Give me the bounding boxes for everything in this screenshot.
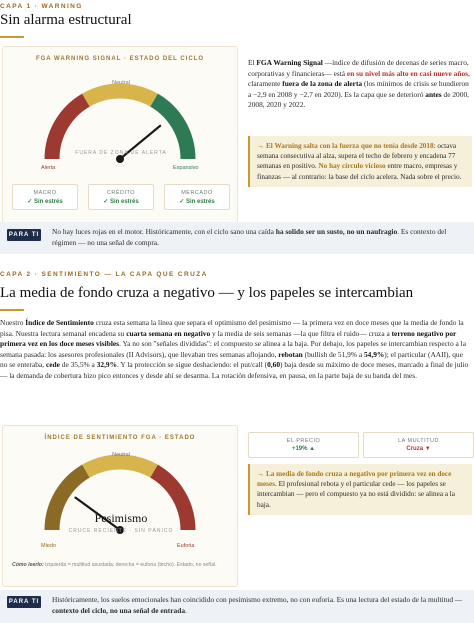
note-bar-1 (0, 222, 474, 254)
section1-title: Sin alarma estructural (0, 12, 132, 28)
section2-kicker: CAPA 2 · SENTIMIENTO — LA CAPA QUE CRUZA (0, 271, 208, 278)
pill-macro-value: ✓ Sin estrés (27, 199, 63, 205)
section1-kicker: CAPA 1 · WARNING (0, 3, 83, 10)
sentiment-gauge-inner-label: CRUCE RECIENTE · SIN PÁNICO (68, 528, 174, 534)
section2-title: La media de fondo cruza a negativo — y los papeles se intercambian (0, 285, 414, 301)
warning-gauge-title: FGA WARNING SIGNAL · ESTADO DEL CICLO (35, 56, 205, 62)
sentiment-gauge-label-neutral: Neutral (112, 452, 130, 458)
warning-gauge-inner-label: FUERA DE ZONA DE ALERTA (75, 150, 167, 156)
pill-market (164, 184, 230, 210)
pill-credit-value: ✓ Sin estrés (103, 199, 139, 205)
warning-gauge-card (2, 46, 238, 224)
para-ti-tag-2: PARA TI (7, 596, 41, 608)
pill-credit-label: CRÉDITO (106, 190, 136, 196)
sentiment-paragraph: Nuestro Índice de Sentimiento cruza esta semana la línea que separa el optimismo del pesimismo — la primera vez en doce meses que la media de fondo la pisa. Nuestra lectura semanal encadena su cuarta semana en negativo y la media de seis semanas —la que filtra el ruido— cruza a terreno negativo por primera vez en los doce meses visibles. Ya no son "señales divididas": el compuesto se alinea a la baja. Por debajo, los papeles se intercambian respecto a la semana pasada: los asesores profesionales (II Advisors), que llevaban tres semanas aflojando, rebotan (bullish de 51,9% a 54,9%); el particular (AAII), que no se enteraba, cede de 35,5% a 32,9%. Y la protección se sigue deshaciendo: el put/call (0,60) baja desde su máximo de doce meses, marcado a final de julio — la demanda de cobertura hizo pico entonces y desde ahí se desarma. La rotación defensiva, en pausa, en la parte baja de su banda del mes. (0, 318, 469, 380)
para-ti-tag-1: PARA TI (7, 229, 41, 241)
warning-gauge-label-neutral: Neutral (112, 80, 130, 86)
pill-crowd-label: LA MULTITUD (398, 438, 439, 444)
pill-price (248, 432, 359, 458)
warning-callout: → El Warning salta con la fuerza que no tenía desde 2018: octava semana consecutiva al alza, supera el techo de febrero y encadena 77 semanas en positivo. No hay círculo vicioso entre macro, empresas y finanzas — al contrario: la base del ciclo acelera. Nada sobre el precio. (248, 136, 472, 187)
pill-crowd (363, 432, 474, 458)
sentiment-gauge-caption: Cómo leerlo: izquierda = multitud asustada; derecha = euforia (techo). Estado, no señal. (12, 562, 217, 568)
gauge-segment-neutral (86, 91, 154, 100)
note-text-1: No hay luces rojas en el motor. Históricamente, con el ciclo sano una caída ha solido ser un susto, no un naufragio. Es contexto del régimen — no una señal de compra. (52, 227, 447, 247)
pill-credit (88, 184, 154, 210)
sentiment-gauge-card (2, 425, 238, 587)
pill-price-value: +19% ▲ (291, 446, 316, 452)
warning-paragraph: El FGA Warning Signal —índice de difusión de decenas de series macro, corporativas y financieras— está en su nivel más alto en casi nueve años, claramente fuera de la zona de alerta (los mínimos de crisis se hundieron a −2,9 en 2008 y −2,7 en 2020). Es la capa que se deterioró antes de 2000, 2008, 2020 y 2022. (248, 58, 470, 110)
sentiment-gauge-label-fear: Miedo (41, 543, 56, 549)
sentiment-gauge-title: ÍNDICE DE SENTIMIENTO FGA · ESTADO (44, 435, 196, 441)
gauge-needle-hub (116, 155, 124, 163)
section1-title-rule (0, 36, 24, 38)
note-text-2: Históricamente, los suelos emocionales han coincidido con pesimismo extremo, no con euforia. Es una lectura del estado de la multitud — contexto del ciclo, no una señal de entrada. (52, 595, 463, 615)
note-bar-2 (0, 590, 474, 623)
pill-price-label: EL PRECIO (286, 438, 321, 444)
gauge-segment-neutral (86, 462, 154, 471)
section2-title-rule (0, 309, 24, 311)
sentiment-gauge-reading: Pesimismo (94, 511, 148, 525)
pill-market-label: MERCADO (181, 190, 213, 196)
pill-market-value: ✓ Sin estrés (179, 199, 215, 205)
sentiment-callout: → La media de fondo cruza a negativo por primera vez en doce meses. El profesional rebota y el particular cede — los papeles se intercambian — pero el compuesto ya no está dividido: se alinea a la baja. (248, 464, 472, 515)
warning-gauge-label-expansive: Expansivo (173, 165, 199, 171)
pill-macro (12, 184, 78, 210)
sentiment-gauge-label-euphoria: Euforia (177, 543, 195, 549)
pill-macro-label: MACRO (33, 190, 57, 196)
warning-gauge-label-alert: Alerta (41, 165, 56, 171)
pill-crowd-value: Cruza ▼ (406, 446, 431, 452)
